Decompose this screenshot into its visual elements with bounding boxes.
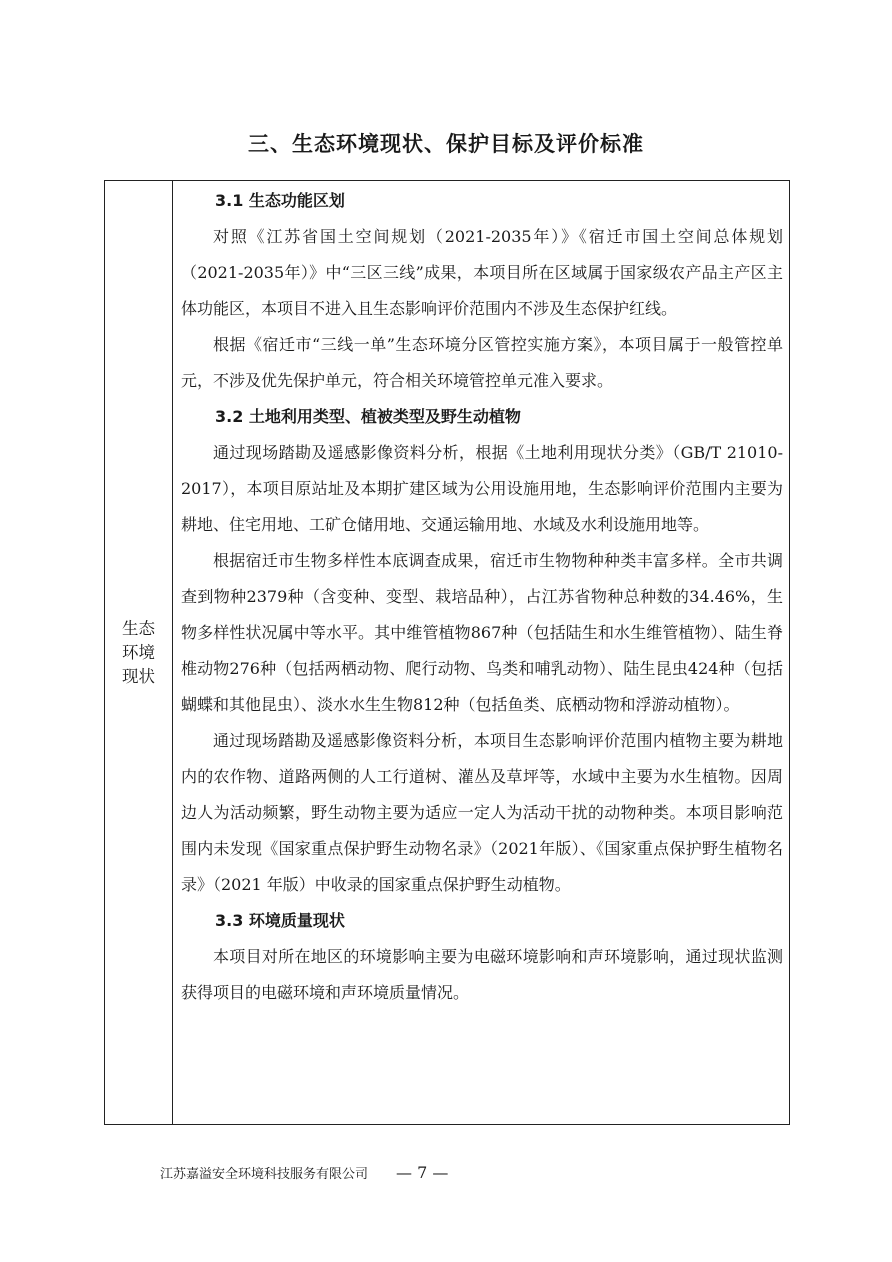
paragraph: 本项目对所在地区的环境影响主要为电磁环境影响和声环境影响，通过现状监测获得项目的电磁环境和声环境质量情况。 — [181, 947, 783, 1002]
page-footer — [160, 1163, 448, 1182]
paragraph: 对照《江苏省国土空间规划（2021-2035年）》《宿迁市国土空间总体规划（2021-2035年）》中“三区三线”成果，本项目所在区域属于国家级农产品主产区主体功能区，本项目不进入且生态影响评价范围内不涉及生态保护红线。 — [181, 227, 783, 318]
page-number: — 7 — — [396, 1163, 449, 1182]
section-3-2 — [181, 399, 783, 903]
content-table — [104, 180, 790, 1125]
section-3-3 — [181, 903, 783, 1011]
paragraph: 根据《宿迁市“三线一单”生态环境分区管控实施方案》，本项目属于一般管控单元，不涉及优先保护单元，符合相关环境管控单元准入要求。 — [181, 335, 783, 390]
row-label-cell — [105, 181, 173, 1124]
company-name: 江苏嘉溢安全环境科技服务有限公司 — [160, 1167, 369, 1182]
section-3-1 — [181, 183, 783, 399]
paragraph: 通过现场踏勘及遥感影像资料分析，根据《土地利用现状分类》（GB/T 21010-2017），本项目原站址及本期扩建区域为公用设施用地，生态影响评价范围内主要为耕地、住宅用地、工矿仓储用地、交通运输用地、水域及水利设施用地等。 — [181, 443, 783, 534]
content-cell — [173, 181, 789, 1124]
row-label: 生态环境现状 — [122, 618, 155, 686]
page-title: 三、生态环境现状、保护目标及评价标准 — [248, 132, 644, 156]
section-heading: 3.1 生态功能区划 — [215, 191, 345, 210]
paragraph: 通过现场踏勘及遥感影像资料分析，本项目生态影响评价范围内植物主要为耕地内的农作物、道路两侧的人工行道树、灌丛及草坪等，水域中主要为水生植物。因周边人为活动频繁，野生动物主要为适应一定人为活动干扰的动物种类。本项目影响范围内未发现《国家重点保护野生动物名录》（2021年版）、《国家重点保护野生植物名录》（2021 年版）中收录的国家重点保护野生动植物。 — [181, 731, 783, 894]
section-heading: 3.2 土地利用类型、植被类型及野生动植物 — [215, 407, 521, 426]
paragraph: 根据宿迁市生物多样性本底调查成果，宿迁市生物物种种类丰富多样。全市共调查到物种2379种（含变种、变型、栽培品种），占江苏省物种总种数的34.46%，生物多样性状况属中等水平。其中维管植物867种（包括陆生和水生维管植物）、陆生脊椎动物276种（包括两栖动物、爬行动物、鸟类和哺乳动物）、陆生昆虫424种（包括蝴蝶和其他昆虫）、淡水水生生物812种（包括鱼类、底栖动物和浮游动植物）。 — [181, 551, 783, 714]
section-heading: 3.3 环境质量现状 — [215, 911, 345, 930]
